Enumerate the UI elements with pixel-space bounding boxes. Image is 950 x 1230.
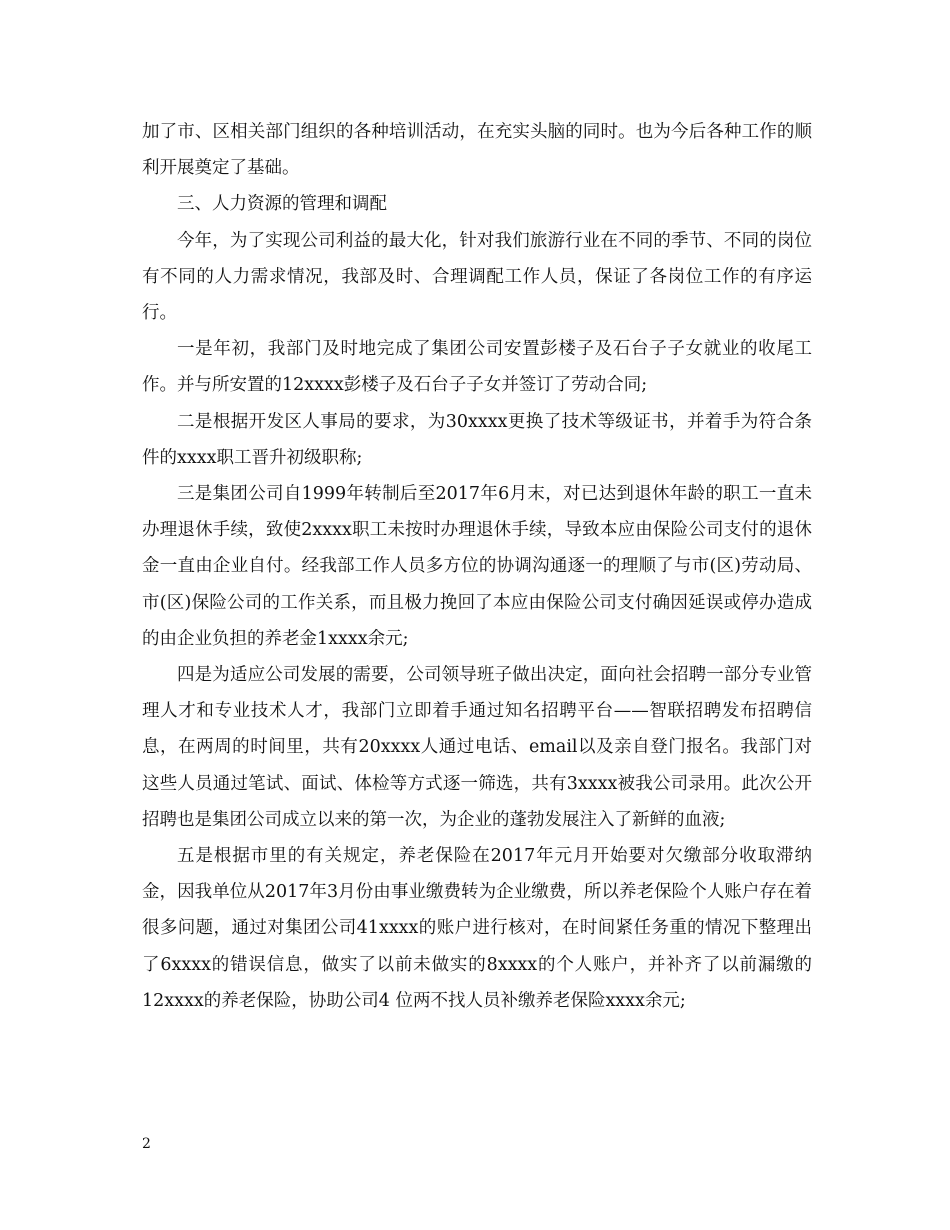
page-number: 2 [142,1136,151,1152]
section-heading: 三、人力资源的管理和调配 [177,194,387,215]
paragraph: 加了市、区相关部门组织的各种培训活动，在充实头脑的同时。也为今后各种工作的顺利开展奠定了基础。 [142,122,812,179]
paragraph: 二是根据开发区人事局的要求，为30xxxx更换了技术等级证书，并着手为符合条件的xxxx职工晋升初级职称; [142,411,812,468]
body-text [142,114,812,1019]
paragraph: 四是为适应公司发展的需要，公司领导班子做出决定，面向社会招聘一部分专业管理人才和专业技术人才，我部门立即着手通过知名招聘平台——智联招聘发布招聘信息，在两周的时间里，共有20xxxx人通过电话、email以及亲自登门报名。我部门对这些人员通过笔试、面试、体检等方式逐一筛选，共有3xxxx被我公司录用。此次公开招聘也是集团公司成立以来的第一次，为企业的蓬勃发展注入了新鲜的血液; [142,665,812,830]
paragraph: 三是集团公司自1999年转制后至2017年6月末，对已达到退休年龄的职工一直未办理退休手续，致使2xxxx职工未按时办理退休手续，导致本应由保险公司支付的退休金一直由企业自付。经我部工作人员多方位的协调沟通逐一的理顺了与市(区)劳动局、市(区)保险公司的工作关系，而且极力挽回了本应由保险公司支付确因延误或停办造成的由企业负担的养老金1xxxx余元; [142,484,812,649]
paragraph: 今年，为了实现公司利益的最大化，针对我们旅游行业在不同的季节、不同的岗位有不同的人力需求情况，我部及时、合理调配工作人员，保证了各岗位工作的有序运行。 [142,230,812,324]
paragraph: 一是年初，我部门及时地完成了集团公司安置彭楼子及石台子子女就业的收尾工作。并与所安置的12xxxx彭楼子及石台子子女并签订了劳动合同; [142,339,812,396]
paragraph: 五是根据市里的有关规定，养老保险在2017年元月开始要对欠缴部分收取滞纳金，因我单位从2017年3月份由事业缴费转为企业缴费，所以养老保险个人账户存在着很多问题，通过对集团公司41xxxx的账户进行核对，在时间紧任务重的情况下整理出了6xxxx的错误信息，做实了以前未做实的8xxxx的个人账户，并补齐了以前漏缴的12xxxx的养老保险，协助公司4 位两不找人员补缴养老保险xxxx余元; [142,846,812,1011]
